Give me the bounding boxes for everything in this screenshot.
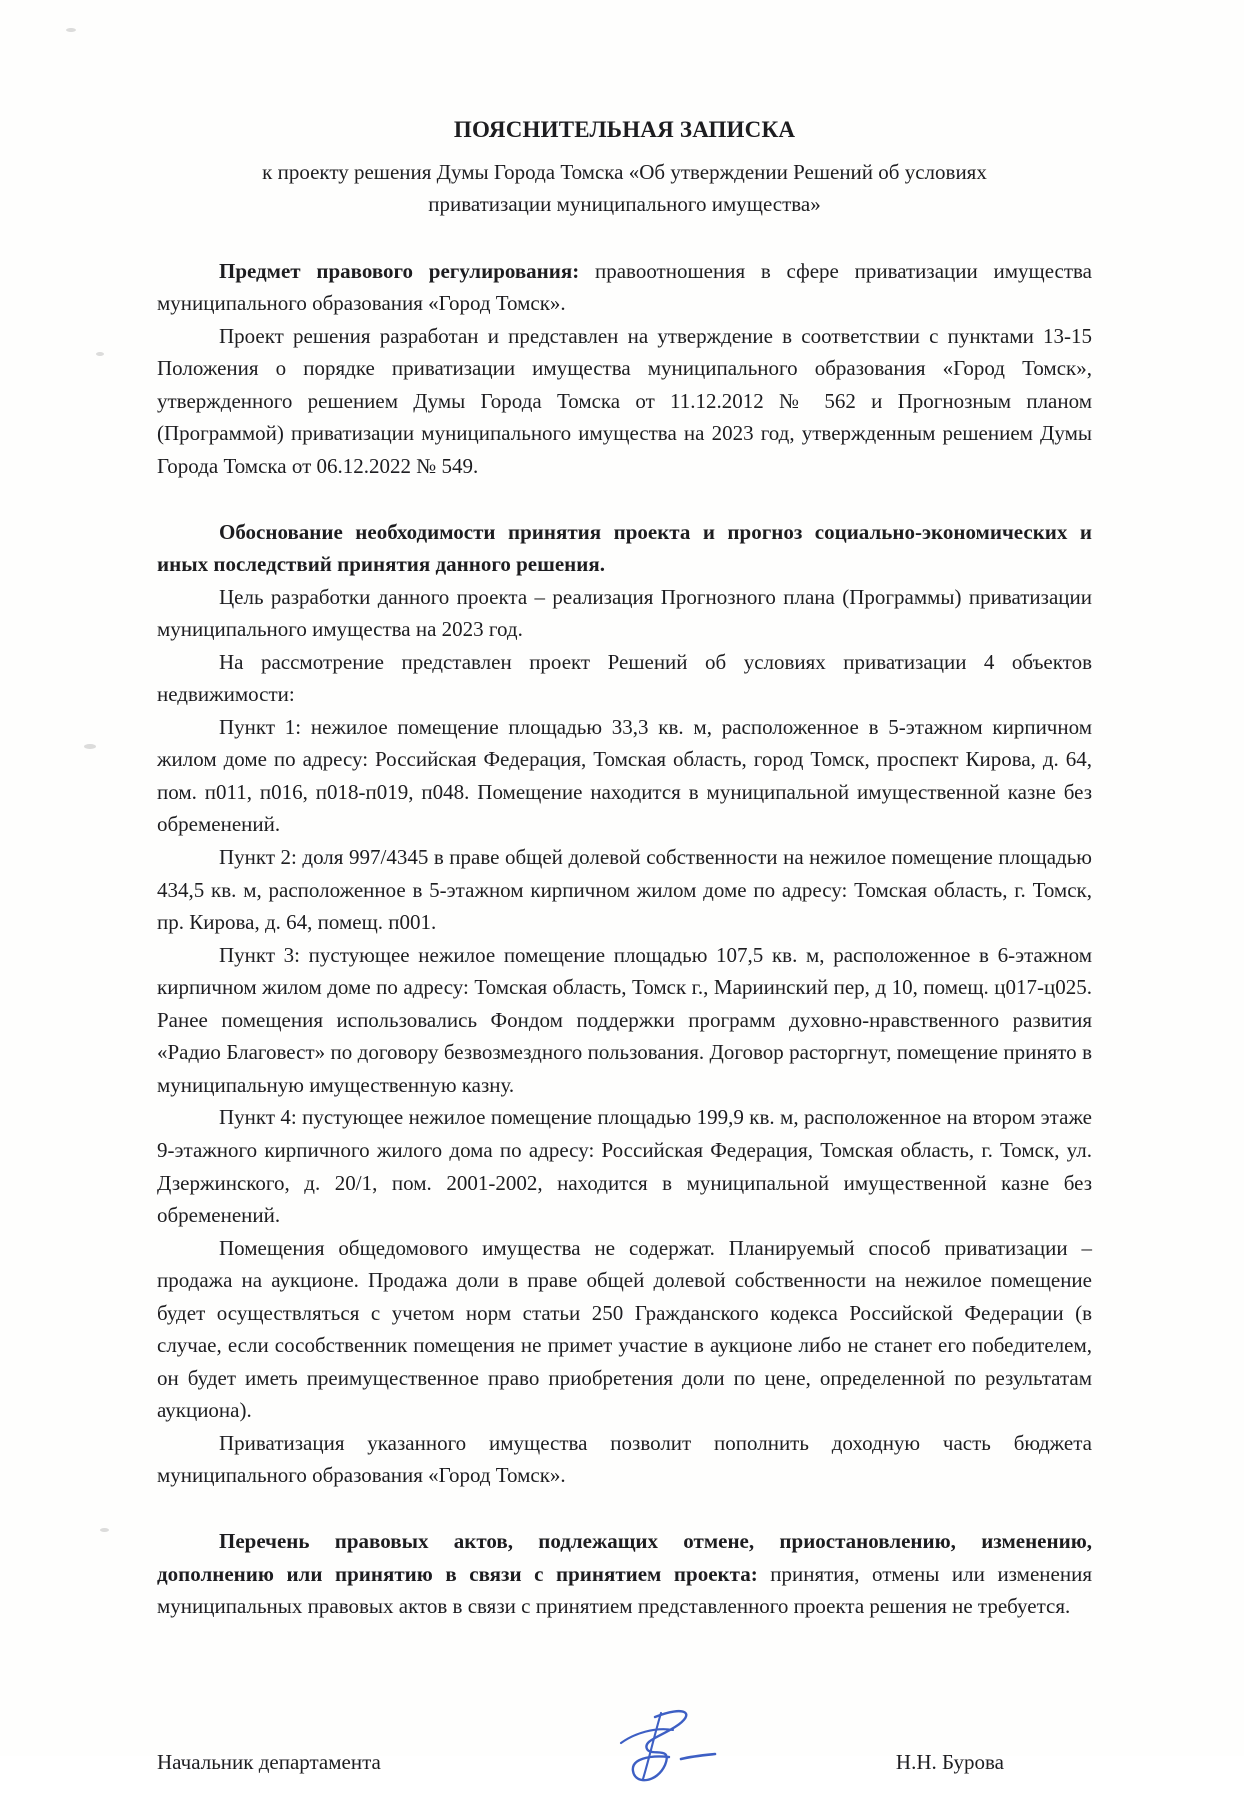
scan-artifact	[100, 1528, 109, 1532]
paragraph: Цель разработки данного проекта – реализация Прогнозного плана (Программы) приватизации муниципального имущества на 2023 год.	[157, 584, 1092, 642]
scan-artifact	[84, 744, 96, 749]
paragraph: На рассмотрение представлен проект Решений об условиях приватизации 4 объектов недвижимости:	[157, 649, 1092, 707]
paragraph: Проект решения разработан и представлен на утверждение в соответствии с пунктами 13-15 Положения о порядке приватизации имущества муниципального образования «Город Томск», утвержденного решением Думы Города Томска от 11.12.2012 № 562 и Прогнозным планом (Программой) приватизации муниципального имущества на 2023 год, утвержденным решением Думы Города Томска от 06.12.2022 № 549.	[157, 323, 1092, 479]
paragraph: Обоснование необходимости принятия проекта и прогноз социально-экономических и иных последствий принятия данного решения.	[157, 519, 1092, 577]
paragraph: Предмет правового регулирования: правоотношения в сфере приватизации имущества муниципального образования «Город Томск».	[157, 258, 1092, 316]
paragraph: Пункт 3: пустующее нежилое помещение площадью 107,5 кв. м, расположенное в 6-этажном кирпичном жилом доме по адресу: Томская область, Томск г., Мариинский пер, д 10, помещ. ц017-ц025. Ранее помещения использовались Фондом поддержки программ духовно-нравственного развития «Радио Благовест» по договору безвозмездного пользования. Договор расторгнут, помещение принято в муниципальную имущественную казну.	[157, 942, 1092, 1097]
scan-artifact	[96, 352, 104, 356]
paragraph: Перечень правовых актов, подлежащих отмене, приостановлению, изменению, дополнению или принятию в связи с принятием проекта: принятия, отмены или изменения муниципальных правовых актов в связи с принятием представленного проекта решения не требуется.	[157, 1528, 1092, 1619]
signature-role: Начальник департамента	[157, 1750, 381, 1775]
document-subtitle: к проекту решения Думы Города Томска «Об утверждении Решений об условиях приватизации муниципального имущества»	[262, 159, 987, 217]
signature-row	[157, 1715, 1092, 1810]
document-body	[157, 255, 1092, 1623]
paragraph-bold-lead: Предмет правового регулирования:	[219, 258, 595, 283]
signature-name: Н.Н. Бурова	[895, 1750, 1004, 1775]
document-title: ПОЯСНИТЕЛЬНАЯ ЗАПИСКА	[453, 117, 796, 142]
signature-ink	[603, 1703, 743, 1799]
paragraph: Пункт 1: нежилое помещение площадью 33,3 кв. м, расположенное в 5-этажном кирпичном жилом доме по адресу: Российская Федерация, Томская область, город Томск, проспект Кирова, д. 64, пом. п011, п016, п018-п019, п048. Помещение находится в муниципальной имущественной казне без обременений.	[157, 714, 1092, 837]
paragraph-bold-lead: Перечень правовых актов, подлежащих отмене, приостановлению, изменению, дополнению или принятию в связи с принятием проекта:	[157, 1528, 1092, 1586]
scan-artifact	[66, 28, 76, 32]
paragraph: Приватизация указанного имущества позволит пополнить доходную часть бюджета муниципального образования «Город Томск».	[157, 1430, 1092, 1488]
paragraph: Пункт 2: доля 997/4345 в праве общей долевой собственности на нежилое помещение площадью 434,5 кв. м, расположенное в 5-этажном кирпичном жилом доме по адресу: Томская область, г. Томск, пр. Кирова, д. 64, помещ. п001.	[157, 845, 1092, 935]
paragraph: Помещения общедомового имущества не содержат. Планируемый способ приватизации – продажа на аукционе. Продажа доли в праве общей долевой собственности на нежилое помещение будет осуществляться с учетом норм статьи 250 Гражданского кодекса Российской Федерации (в случае, если сособственник помещения не примет участие в аукционе либо не станет его победителем, он будет иметь преимущественное право приобретения доли по цене, определенной по результатам аукциона).	[157, 1235, 1092, 1423]
paragraph: Пункт 4: пустующее нежилое помещение площадью 199,9 кв. м, расположенное на втором этаже 9-этажного кирпичного жилого дома по адресу: Российская Федерация, Томская область, г. Томск, ул. Дзержинского, д. 20/1, пом. 2001-2002, находится в муниципальной имущественной казне без обременений.	[157, 1105, 1092, 1228]
